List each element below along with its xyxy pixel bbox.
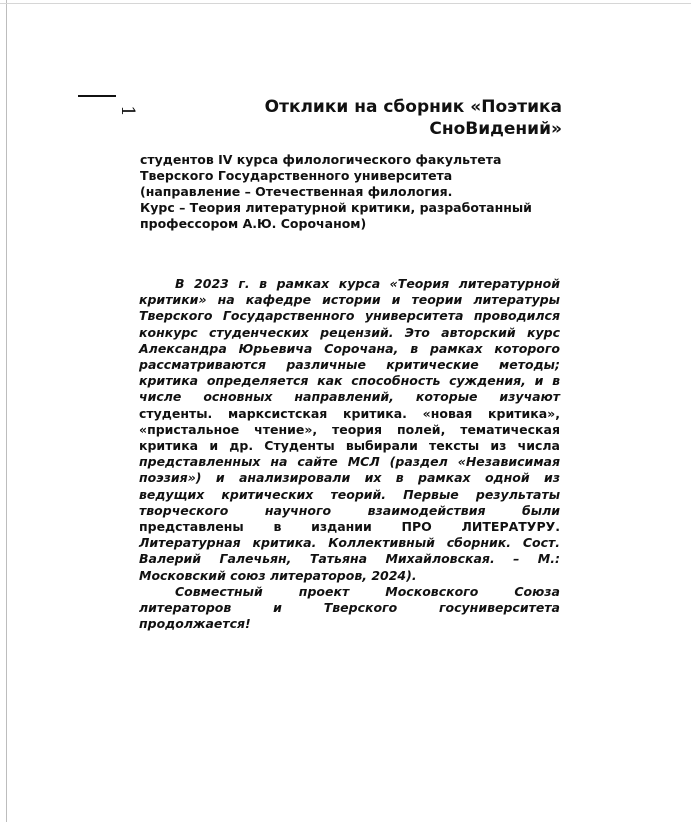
body-line: Совместный проект Московского Союза — [175, 583, 560, 599]
body-line: Александра Юрьевича Сорочана, в рамках которого — [139, 340, 560, 356]
body-line: В 2023 г. в рамках курса «Теория литературной — [175, 276, 560, 291]
body-line: Валерий Галечьян, Татьяна Михайловская. – М.: — [139, 551, 560, 567]
document-title — [230, 96, 562, 140]
body-line: критика и др. Студенты выбирали тексты из числа — [139, 438, 560, 454]
body-line: студенты. марксистская критика. «новая критика», — [139, 405, 560, 421]
page-number: 1 — [117, 105, 138, 117]
body-line: числе основных направлений, которые изучают — [139, 389, 560, 405]
body-line: творческого научного взаимодействия были — [139, 502, 560, 518]
body-line: продолжается! — [139, 616, 251, 632]
body-line: литераторов и Тверского госуниверситета — [139, 600, 560, 616]
scan-edge-top — [0, 3, 691, 4]
body-line: ведущих критических теорий. Первые результаты — [139, 486, 560, 502]
body-line: представлены в издании ПРО ЛИТЕРАТУРУ. — [139, 519, 560, 535]
corner-rule — [78, 95, 116, 97]
body-line: рассматриваются различные критические методы; — [139, 357, 560, 373]
body-line: Московский союз литераторов, 2024). — [139, 567, 417, 583]
body-line: Литературная критика. Коллективный сборник. Сост. — [139, 535, 560, 551]
body-line: представленных на сайте МСЛ (раздел «Независимая — [139, 454, 560, 470]
body-line: критики» на кафедре истории и теории литературы — [139, 292, 560, 308]
body-line: поэзия») и анализировали их в рамках одной из — [139, 470, 560, 486]
subtitle-line: профессором А.Ю. Сорочаном) — [140, 216, 367, 231]
body-line: Тверского Государственного университета проводился — [139, 308, 560, 324]
body-line: конкурс студенческих рецензий. Это авторский курс — [139, 324, 560, 340]
document-subtitle — [140, 152, 570, 232]
title-line: СноВидений» — [429, 119, 562, 139]
title-line: Отклики на сборник «Поэтика — [264, 97, 562, 117]
body-paragraphs — [139, 276, 560, 632]
subtitle-line: Тверского Государственного университета — [140, 168, 453, 183]
subtitle-line: Курс – Теория литературной критики, разработанный — [140, 200, 532, 215]
subtitle-line: студентов IV курса филологического факультета — [140, 152, 502, 167]
body-line: «пристальное чтение», теория полей, тематическая — [139, 421, 560, 437]
scan-edge-left — [6, 0, 7, 822]
subtitle-line: (направление – Отечественная филология. — [140, 184, 453, 199]
body-line: критика определяется как способность суждения, и в — [139, 373, 560, 389]
